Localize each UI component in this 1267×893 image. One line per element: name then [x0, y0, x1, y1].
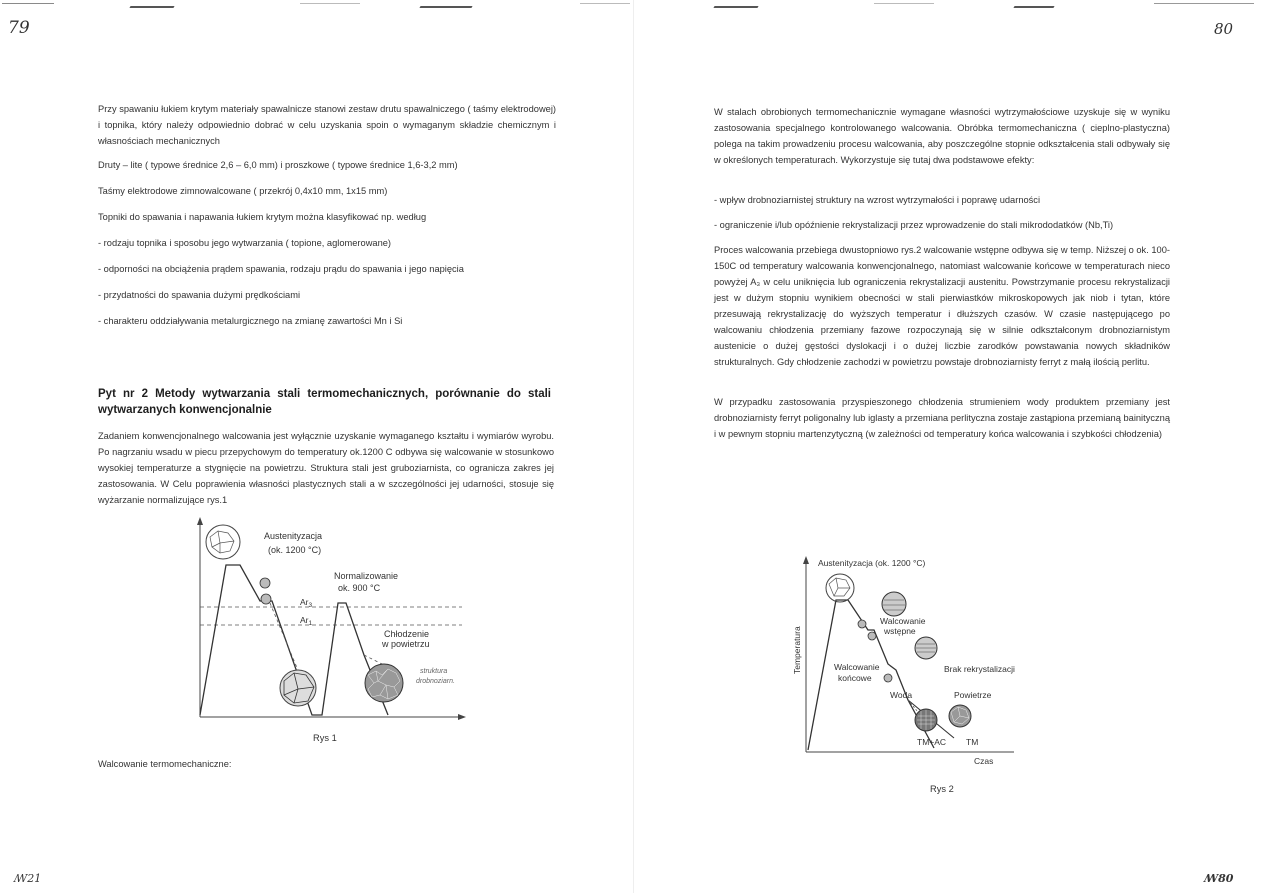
list-item-flux-type: - rodzaju topnika i sposobu jego wytwarzania ( topione, aglomerowane): [98, 238, 392, 248]
label-final-rolling-2: końcowe: [838, 673, 872, 683]
label-water: Woda: [890, 690, 913, 700]
label-cooling: Chłodzenie: [384, 629, 430, 639]
list-item-current: - odporności na obciążenia prądem spawania, rodzaju prądu do spawania i jego napięcia: [98, 264, 464, 274]
y-axis-arrow: [197, 517, 203, 525]
label-austenitization: Austenityzacja: [264, 531, 323, 541]
label-air: Powietrze: [954, 690, 992, 700]
label-austenitization: Austenityzacja (ok. 1200 °C): [818, 558, 926, 568]
scan-artifact: [129, 6, 174, 8]
label-time: Czas: [974, 756, 994, 766]
label-austenitization-temp: (ok. 1200 °C): [268, 545, 322, 555]
grain-small-icon: [260, 578, 270, 588]
scan-artifact: [874, 3, 934, 4]
closing-label: Walcowanie termomechaniczne:: [98, 759, 232, 769]
body-paragraph: Zadaniem konwencjonalnego walcowania jest wyłącznie uzyskanie wymaganego kształtu i wymiarów wyrobu. Po nagrzaniu wsadu w piecu przepychowym do temperatury ok.1200 C odbywa się walcowanie w stosunkowo wysokiej temperaturze a stygnięcie na powietrzu. Struktura stali jest gruboziarnista, co ogranicza zakres jej zastosowania. W Celu poprawienia własności plastycznych stali a w szczególności jej udarności, stosuje się wyżarzanie normalizujące rys.1: [98, 431, 554, 505]
left-page: [0, 0, 633, 893]
section-heading: Pyt nr 2 Metody wytwarzania stali termomechanicznych, porównanie do stali wytwarzanych konwencjonalnie: [98, 388, 551, 416]
list-item-fluxes: Topniki do spawania i napawania łukiem krytym można klasyfikować np. według: [98, 212, 427, 222]
label-cooling-air: w powietrzu: [382, 639, 430, 649]
page-number-handwritten: 79: [8, 18, 30, 38]
pre-rolled-grain-icon: [882, 592, 906, 616]
effect-1: - wpływ drobnoziarnistej struktury na wzrost wytrzymałości i poprawę udarności: [714, 195, 1041, 205]
label-no-recryst: Brak rekrystalizacji: [944, 664, 1015, 674]
note-handwritten-structure: struktura: [420, 668, 448, 675]
label-normalization-temp: ok. 900 °C: [338, 583, 381, 593]
paragraph-3: W przypadku zastosowania przyspieszonego chłodzenia strumieniem wody produktem przemiany jest drobnoziarnisty ferryt poligonalny lub iglasty a przemiana perlityczna zostaje zastąpiona przemianą bainityczną i w pewnym stopniu martenzytyczną (w zależności od temperatury końca walcowania i szybkości chłodzenia): [714, 397, 1170, 439]
label-temperature: Temperatura: [792, 626, 802, 674]
paragraph-2: Proces walcowania przebiega dwustopniowo rys.2 walcowanie wstępne odbywa się w temp. Niższej o ok. 100-150C od temperatury walcowania konwencjonalnego, natomiast walcowanie końcowe w temperaturach nieco powyżej A₃ w celu uniknięcia lub ograniczenia rekrystalizacji austenitu. Powstrzymanie procesu rekrystalizacji jest w dużym stopniu wynikiem obecności w stali pierwiastków mikroskopowych jak niob i tytan, które przesuwają rekrystalizację do wyższych temperatur i dłuższych czasów. W czasie następującego po walcowaniu chłodzenia przemiany fazowe rozpoczynają się w silnie odkształconym drobnoziarnistym austenicie o dużej gęstości dyslokacji i o dużej liczbie zarodków powstawania nowych składników strukturalnych. Gdy chłodzenie zachodzi w powietrzu powstaje drobnoziarnisty ferryt z małą ilością perlitu.: [714, 245, 1170, 367]
footer-handwritten: ꟿ21: [14, 872, 42, 885]
list-item-metallurgy: - charakteru oddziaływania metalurgicznego na zmianę zawartości Mn i Si: [98, 316, 403, 326]
scan-artifact: [419, 6, 472, 8]
figure-1-caption: Rys 1: [313, 733, 337, 743]
scan-artifact: [1013, 6, 1054, 8]
label-final-rolling: Walcowanie: [834, 662, 880, 672]
scan-artifact: [713, 6, 758, 8]
scan-artifact: [1154, 3, 1254, 4]
label-pre-rolling-2: wstępne: [884, 626, 916, 636]
grain-small-icon: [261, 594, 271, 604]
scan-artifact: [300, 3, 360, 4]
list-item-strips: Taśmy elektrodowe zimnowalcowane ( przekrój 0,4x10 mm, 1x15 mm): [98, 186, 388, 196]
label-normalization: Normalizowanie: [334, 571, 399, 581]
fine-grain-icon: [365, 664, 403, 702]
label-ar3: $Ar_3$: [300, 597, 313, 609]
note-handwritten-fine: drobnoziarn.: [416, 678, 455, 685]
scan-artifact: [2, 3, 54, 4]
label-tmac: TM+AC: [917, 737, 947, 747]
label-pre-rolling: Walcowanie: [880, 616, 926, 626]
page-number-handwritten: 80: [1214, 20, 1234, 38]
figure-1-diagram: [188, 515, 468, 725]
figure-2-diagram: [784, 552, 1084, 777]
footer-handwritten: ꟿ80: [1204, 872, 1234, 885]
list-item-wires: Druty – lite ( typowe średnice 2,6 – 6,0 mm) i proszkowe ( typowe średnice 1,6-3,2 mm): [98, 160, 458, 170]
y-axis-arrow: [803, 556, 809, 564]
list-item-speed: - przydatności do spawania dużymi prędkościami: [98, 290, 301, 300]
x-axis-arrow: [458, 714, 466, 720]
label-tm: TM: [966, 737, 979, 747]
effect-2: - ograniczenie i/lub opóźnienie rekrystalizacji przez wprowadzenie do stali mikrododatków (Nb,Ti): [714, 220, 1114, 230]
intro-paragraph: Przy spawaniu łukiem krytym materiały spawalnicze stanowi zestaw drutu spawalniczego ( taśmy elektrodowej) i topnika, który należy odpowiednio dobrać w celu uzyskania spoin o wymaganym składzie chemicznym i własnościach mechanicznych: [98, 104, 556, 146]
figure-2-caption: Rys 2: [930, 784, 954, 794]
label-ar1: $Ar_1$: [300, 615, 313, 627]
right-page: [634, 0, 1267, 893]
paragraph-1: W stalach obrobionych termomechanicznie wymagane własności wytrzymałościowe uzyskuje się w wyniku zastosowania specjalnego kontrolowanego walcowania. Obróbka termomechaniczna ( cieplno-plastyczna) polega na takim prowadzeniu procesu walcowania, aby poszczególne stopnie odkształcenia stali odbywały się w określonych temperaturach. Wykorzystuje się tutaj dwa podstawowe efekty:: [714, 107, 1170, 165]
scan-artifact: [580, 3, 630, 4]
